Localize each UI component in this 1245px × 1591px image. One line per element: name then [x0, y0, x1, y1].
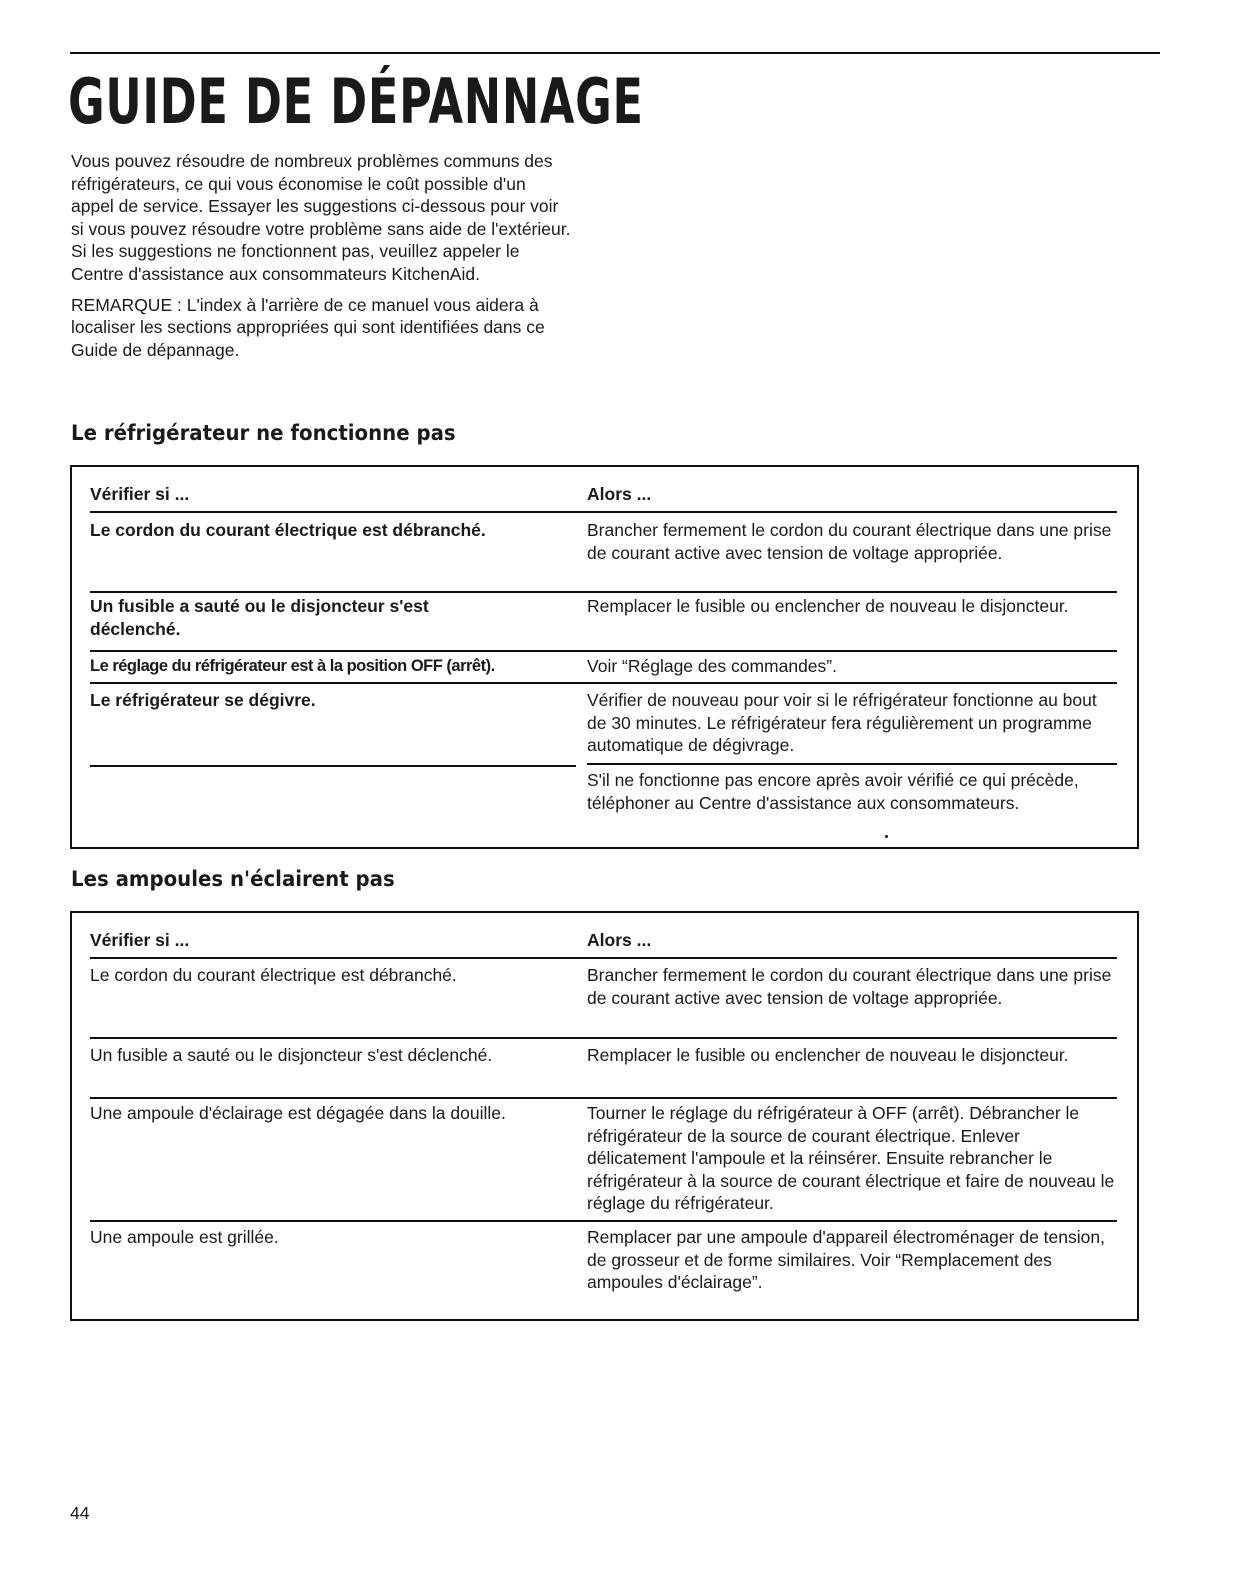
- troubleshooting-table-bulbs: [70, 911, 1139, 1321]
- row-divider: [90, 650, 1117, 652]
- row-check: Une ampoule d'éclairage est dégagée dans la douille.: [90, 1103, 506, 1123]
- row-then: Remplacer par une ampoule d'appareil électroménager de tension, de grosseur et de forme similaires. Voir “Remplacement des ampoules d'éclairage”.: [587, 1227, 1105, 1293]
- row-check: Le réglage du réfrigérateur est à la position OFF (arrêt).: [90, 657, 495, 675]
- troubleshooting-table-refrigerator: [70, 465, 1139, 849]
- row-divider: [90, 682, 1117, 684]
- row-then: Tourner le réglage du réfrigérateur à OFF (arrêt). Débrancher le réfrigérateur de la source de courant électrique. Enlever délicatement l'ampoule et la réinsérer. Ensuite rebrancher le réfrigérateur à la source de courant électrique et faire de nouveau le réglage du réfrigérateur.: [587, 1103, 1115, 1214]
- header-then: Alors ...: [587, 484, 652, 504]
- top-rule: [70, 52, 1160, 54]
- row-check: Le réfrigérateur se dégivre.: [90, 690, 316, 710]
- page-title-text: GUIDE DE DÉPANNAGE: [68, 65, 644, 138]
- row-divider: [587, 763, 1117, 765]
- row-divider: [90, 765, 576, 767]
- page-number: 44: [70, 1503, 90, 1523]
- row-divider: [90, 591, 1117, 593]
- row-check: Le cordon du courant électrique est débranché.: [90, 965, 457, 985]
- page-title: [68, 66, 644, 138]
- header-check: Vérifier si ...: [90, 930, 190, 950]
- row-divider: [90, 1037, 1117, 1039]
- intro-note: REMARQUE : L'index à l'arrière de ce manuel vous aidera à localiser les sections appropriées qui sont identifiées dans ce Guide de dépannage.: [71, 294, 545, 360]
- section-title-bulbs: Les ampoules n'éclairent pas: [71, 867, 395, 891]
- row-divider: [90, 1220, 1117, 1222]
- row-check: Le cordon du courant électrique est débranché.: [90, 520, 486, 540]
- header-then: Alors ...: [587, 930, 652, 950]
- row-then: Brancher fermement le cordon du courant électrique dans une prise de courant active avec tension de voltage appropriée.: [587, 520, 1112, 563]
- header-divider: [90, 957, 1117, 959]
- intro-paragraph: Vous pouvez résoudre de nombreux problèmes communs des réfrigérateurs, ce qui vous économise le coût possible d'un appel de service. Essayer les suggestions ci-dessous pour voir si vous pouvez résoudre votre problème sans aide de l'extérieur. Si les suggestions ne fonctionnent pas, veuillez appeler le Centre d'assistance aux consommateurs KitchenAid.: [71, 151, 571, 284]
- row-then: Brancher fermement le cordon du courant électrique dans une prise de courant active avec tension de voltage appropriée.: [587, 965, 1112, 1008]
- row-check: Une ampoule est grillée.: [90, 1227, 279, 1247]
- row-then: Remplacer le fusible ou enclencher de nouveau le disjoncteur.: [587, 1045, 1069, 1065]
- row-then: S'il ne fonctionne pas encore après avoir vérifié ce qui précède, téléphoner au Centre d'assistance aux consommateurs.: [587, 770, 1079, 813]
- intro: [71, 150, 571, 361]
- stray-dot: [885, 835, 888, 838]
- row-then: Remplacer le fusible ou enclencher de nouveau le disjoncteur.: [587, 596, 1069, 616]
- row-then: Vérifier de nouveau pour voir si le réfrigérateur fonctionne au bout de 30 minutes. Le réfrigérateur fera régulièrement un programme automatique de dégivrage.: [587, 690, 1097, 756]
- row-check: Un fusible a sauté ou le disjoncteur s'est déclenché.: [90, 1045, 493, 1065]
- row-then: Voir “Réglage des commandes”.: [587, 656, 837, 676]
- header-check: Vérifier si ...: [90, 484, 190, 504]
- row-divider: [90, 1097, 1117, 1099]
- row-check: Un fusible a sauté ou le disjoncteur s'est déclenché.: [90, 596, 429, 639]
- header-divider: [90, 511, 1117, 513]
- section-title-refrigerator: Le réfrigérateur ne fonctionne pas: [71, 421, 456, 445]
